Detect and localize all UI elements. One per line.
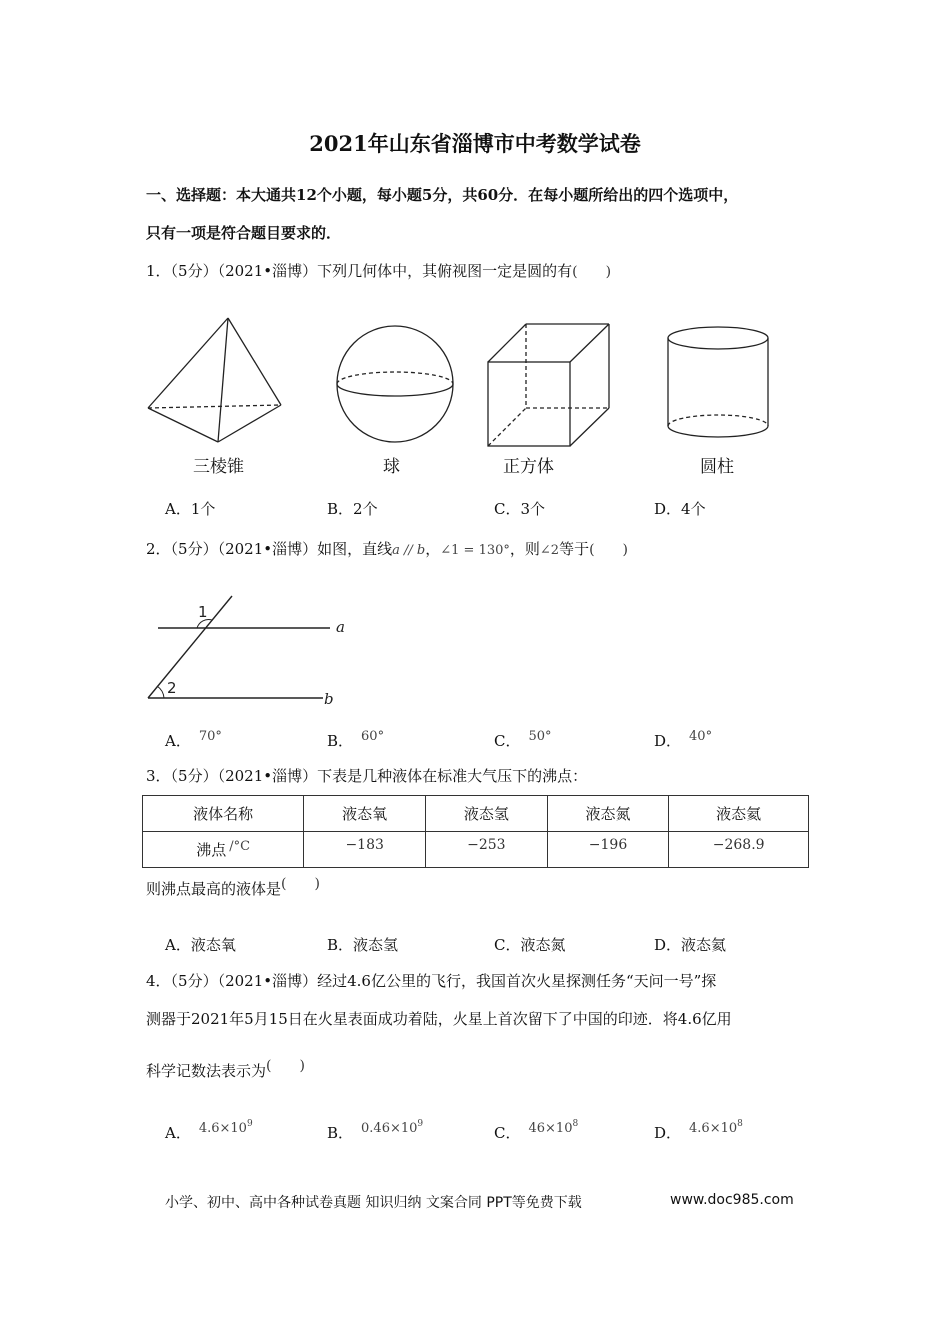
cube-icon bbox=[488, 324, 609, 446]
angle2-arc bbox=[157, 686, 164, 698]
shape-label-cylinder: 圆柱 bbox=[700, 457, 734, 477]
page-title: 2021年山东省淄博市中考数学试卷 bbox=[309, 131, 641, 156]
answer-paren: ( ) bbox=[281, 876, 320, 892]
question-3-followup: 则沸点最高的液体是( ) bbox=[146, 876, 320, 898]
answer-paren: ( ) bbox=[572, 264, 612, 280]
question-1 bbox=[146, 260, 611, 281]
pyramid-icon bbox=[148, 318, 281, 442]
question-2-text-a: 2．（5分）（2021•淄博）如图，直线 bbox=[146, 540, 393, 558]
transversal-line bbox=[148, 596, 232, 698]
line-a-label: a bbox=[336, 618, 345, 636]
footer-url-link[interactable]: www.doc985.com bbox=[670, 1192, 794, 1208]
q2-option-a[interactable]: A． 70° bbox=[165, 729, 222, 750]
q2-option-c[interactable]: C． 50° bbox=[494, 729, 552, 750]
table-header-cell: 液体名称 bbox=[143, 796, 304, 832]
table-cell: −268.9 bbox=[669, 832, 809, 868]
angle1-label: 1 bbox=[198, 603, 208, 621]
q4-option-d[interactable]: D． $4.6\times 10^8$ bbox=[654, 1119, 743, 1142]
q4-option-c[interactable]: C． $46\times 10^8$ bbox=[494, 1119, 579, 1142]
question-2-text-c: 等于 bbox=[559, 540, 590, 558]
section-header-line1: 一、选择题：本大通共12个小题，每小题5分，共60分．在每小题所给出的四个选项中， bbox=[146, 186, 739, 204]
table-header-row bbox=[143, 796, 809, 832]
answer-paren: ( ) bbox=[589, 542, 629, 558]
boiling-point-table bbox=[142, 795, 809, 868]
question-1-text: 1．（5分）（2021•淄博）下列几何体中，其俯视图一定是圆的有 bbox=[146, 262, 573, 280]
line-b-label: b bbox=[324, 690, 334, 708]
shape-label-pyramid: 三棱锥 bbox=[193, 457, 244, 477]
q4-option-b[interactable]: B． $0.46\times 10^9$ bbox=[327, 1119, 424, 1142]
question-2 bbox=[146, 538, 628, 559]
q4-option-a[interactable]: A． $4.6\times 10^9$ bbox=[165, 1119, 253, 1142]
question-4-line3: 科学记数法表示为( ) bbox=[146, 1058, 305, 1080]
question-4-line1: 4．（5分）（2021•淄博）经过4.6亿公里的飞行，我国首次火星探测任务“天问一号”探 bbox=[146, 972, 717, 990]
q2-option-d[interactable]: D． 40° bbox=[654, 729, 713, 750]
q3-option-a[interactable]: A．液态氧 bbox=[165, 936, 236, 954]
q1-shapes-figure bbox=[140, 310, 780, 450]
section-header-line2: 只有一项是符合题目要求的． bbox=[146, 224, 342, 242]
math-parallel: a // b bbox=[392, 543, 426, 558]
cylinder-icon bbox=[668, 327, 768, 437]
question-2-text-b: ，则 bbox=[509, 540, 540, 558]
question-4-line2: 测器于2021年5月15日在火星表面成功着陆，火星上首次留下了中国的印迹．将4.6亿用 bbox=[146, 1010, 732, 1028]
math-angle2: ∠2 bbox=[539, 543, 560, 558]
table-row-label: 沸点 /°C bbox=[143, 832, 304, 868]
angle2-label: 2 bbox=[167, 679, 177, 697]
q2-option-b[interactable]: B． 60° bbox=[327, 729, 385, 750]
table-header-cell: 液态氦 bbox=[669, 796, 809, 832]
answer-paren: ( ) bbox=[266, 1058, 305, 1074]
table-header-cell: 液态氢 bbox=[426, 796, 548, 832]
footer-text: 小学、初中、高中各种试卷真题 知识归纳 文案合同 PPT等免费下载 bbox=[165, 1195, 582, 1211]
table-cell: −183 bbox=[304, 832, 426, 868]
q3-option-d[interactable]: D．液态氦 bbox=[654, 936, 727, 954]
q3-option-c[interactable]: C．液态氮 bbox=[494, 936, 566, 954]
table-header-cell: 液态氮 bbox=[547, 796, 669, 832]
q1-option-a[interactable]: A．1个 bbox=[165, 500, 216, 518]
table-row bbox=[143, 832, 809, 868]
question-3-text: 3．（5分）（2021•淄博）下表是几种液体在标准大气压下的沸点： bbox=[146, 767, 588, 785]
shape-label-cube: 正方体 bbox=[503, 457, 554, 477]
q1-option-c[interactable]: C．3个 bbox=[494, 500, 546, 518]
q1-option-d[interactable]: D．4个 bbox=[654, 500, 706, 518]
table-cell: −253 bbox=[426, 832, 548, 868]
q3-option-b[interactable]: B．液态氢 bbox=[327, 936, 399, 954]
table-cell: −196 bbox=[547, 832, 669, 868]
q2-parallel-lines-figure bbox=[140, 590, 360, 715]
table-header-cell: 液态氧 bbox=[304, 796, 426, 832]
sphere-icon bbox=[337, 326, 453, 442]
shape-label-sphere: 球 bbox=[383, 457, 400, 477]
math-angle1: ∠1 = 130° bbox=[440, 543, 510, 558]
question-2-sep: ， bbox=[425, 540, 441, 558]
q1-option-b[interactable]: B．2个 bbox=[327, 500, 378, 518]
